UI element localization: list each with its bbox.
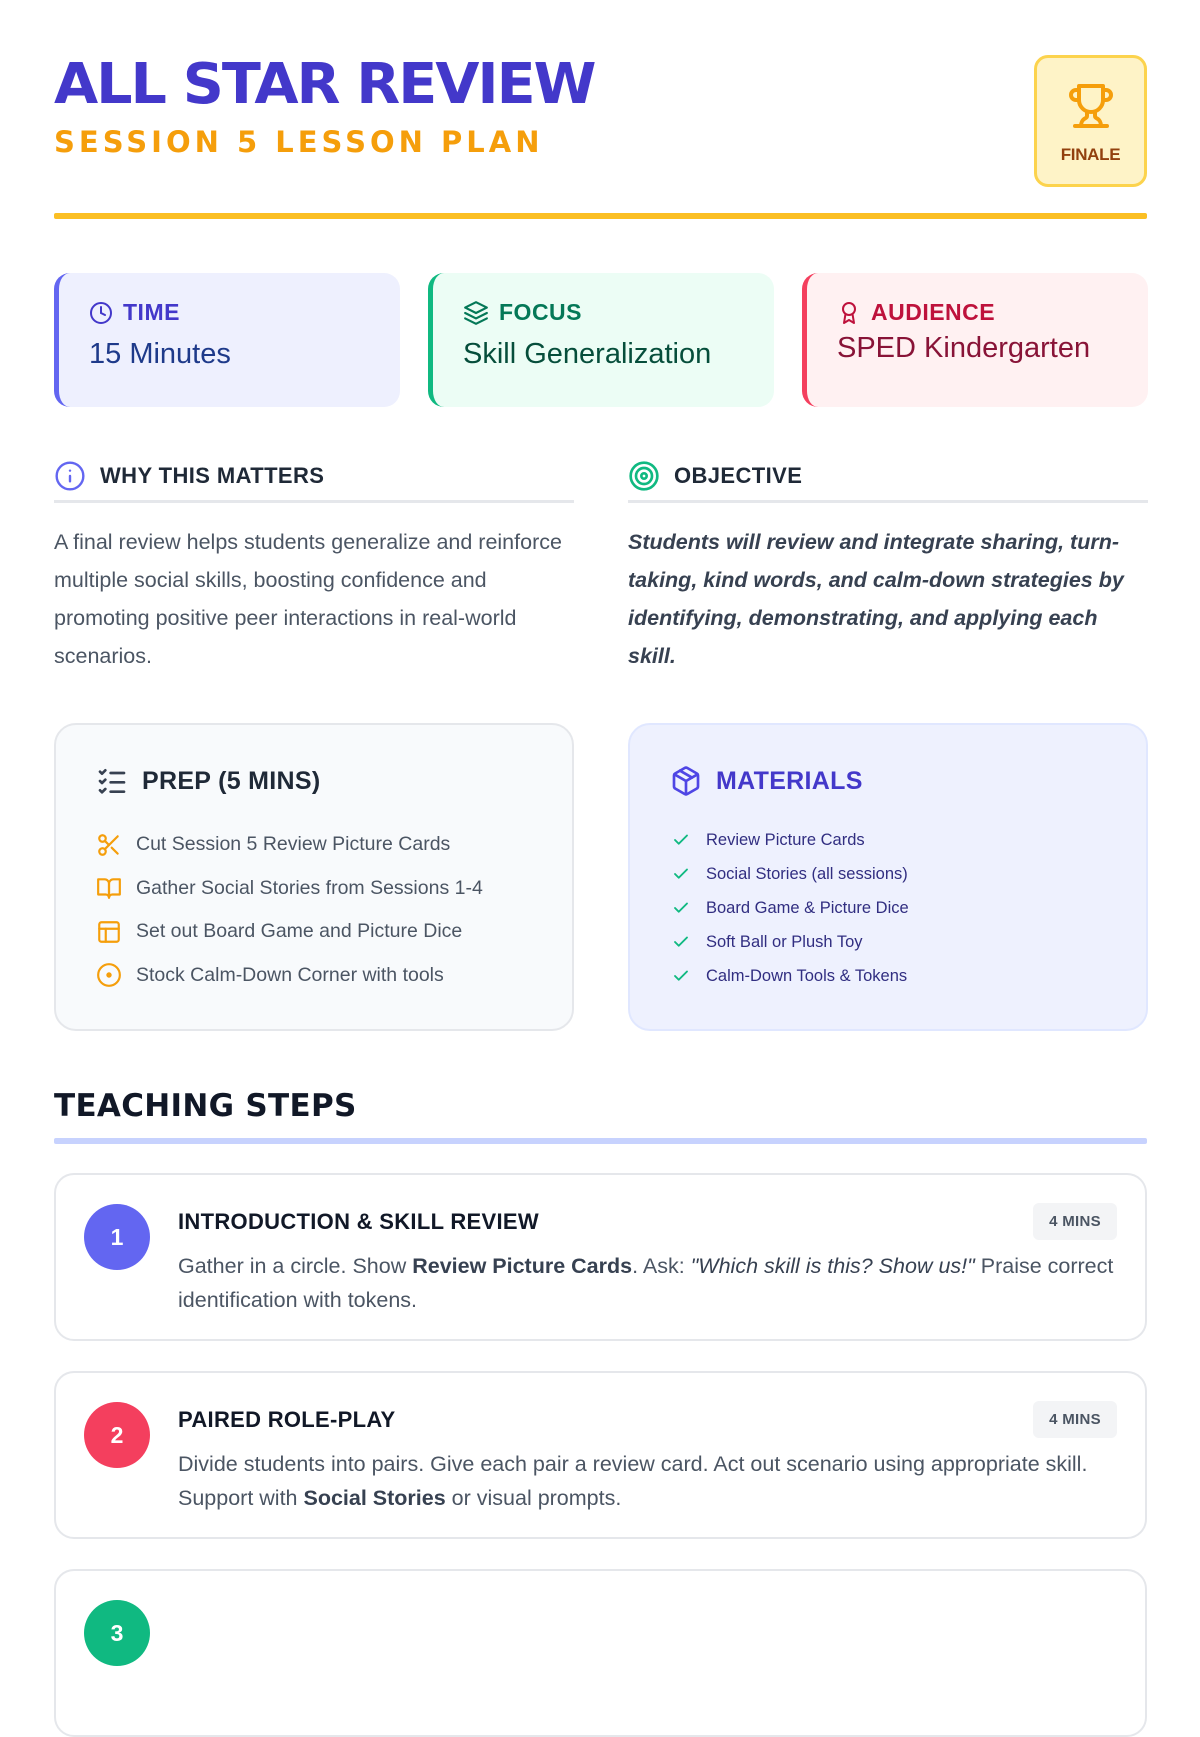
step-title: PAIRED ROLE-PLAY: [178, 1407, 396, 1432]
teaching-steps-heading: TEACHING STEPS: [54, 1088, 357, 1124]
materials-heading: [670, 765, 1146, 797]
time-label: TIME: [123, 299, 180, 325]
materials-item-label: Soft Ball or Plush Toy: [706, 932, 863, 951]
audience-value: SPED Kindergarten: [837, 332, 1091, 364]
prep-item: [96, 910, 572, 954]
objective-heading: [628, 460, 1148, 503]
header: [54, 52, 1147, 190]
focus-card: [428, 273, 774, 407]
materials-item-label: Calm-Down Tools & Tokens: [706, 966, 908, 985]
audience-card-header: [837, 299, 1148, 326]
check-icon: [672, 831, 690, 849]
why-text: A final review helps students generalize and reinforce multiple social skills, boosting confidence and promoting positive peer interactions in real-world scenarios.: [54, 530, 562, 668]
step-text-emphasis: Review Picture Cards: [412, 1254, 633, 1278]
prep-item: [96, 823, 572, 867]
time-value: 15 Minutes: [89, 338, 231, 370]
step-text: Gather in a circle. Show: [178, 1254, 413, 1278]
clock-icon: [89, 301, 113, 325]
step-duration-badge: 4 MINS: [1033, 1203, 1117, 1240]
materials-item-label: Social Stories (all sessions): [706, 864, 908, 883]
check-icon: [672, 865, 690, 883]
trophy-icon: [1067, 82, 1115, 130]
check-icon: [672, 899, 690, 917]
step-number: 3: [84, 1600, 150, 1666]
check-icon: [672, 933, 690, 951]
target-icon: [628, 460, 660, 492]
materials-item: [670, 823, 1146, 857]
materials-item: [670, 857, 1146, 891]
prep-item: [96, 867, 572, 911]
materials-heading-label: MATERIALS: [716, 766, 863, 795]
materials-list: [670, 823, 1146, 993]
step-text-emphasis: Social Stories: [303, 1486, 446, 1510]
header-divider: [54, 213, 1147, 219]
prep-box: [54, 723, 574, 1031]
materials-item: [670, 891, 1146, 925]
step-description: [178, 1249, 1128, 1317]
time-card-header: [89, 299, 400, 326]
info-cards: [54, 273, 1147, 407]
objective-section: [628, 460, 1148, 675]
prep-item-label: Gather Social Stories from Sessions 1-4: [136, 876, 483, 899]
focus-label: FOCUS: [499, 299, 582, 325]
step-text-quote: "Which skill is this? Show us!": [690, 1254, 975, 1278]
prep-list: [96, 823, 572, 997]
audience-card: [802, 273, 1148, 407]
circle-dot-icon: [96, 962, 122, 988]
objective-heading-label: OBJECTIVE: [674, 463, 803, 488]
objective-text: Students will review and integrate sharing, turn-taking, kind words, and calm-down strategies by identifying, demonstrating, and applying each skill.: [628, 530, 1124, 668]
finale-badge: [1034, 55, 1147, 187]
step-title: INTRODUCTION & SKILL REVIEW: [178, 1209, 539, 1234]
focus-value: Skill Generalization: [463, 338, 712, 370]
page-title: ALL STAR REVIEW: [54, 52, 595, 117]
prep-item-label: Stock Calm-Down Corner with tools: [136, 963, 444, 986]
step-card: [54, 1173, 1147, 1341]
teaching-steps-divider: [54, 1138, 1147, 1144]
info-icon: [54, 460, 86, 492]
materials-item: [670, 925, 1146, 959]
materials-item-label: Review Picture Cards: [706, 830, 865, 849]
materials-box: [628, 723, 1148, 1031]
prep-item: [96, 954, 572, 998]
materials-item: [670, 959, 1146, 993]
time-card: [54, 273, 400, 407]
layers-icon: [463, 300, 489, 326]
why-heading-label: WHY THIS MATTERS: [100, 463, 325, 488]
focus-card-header: [463, 299, 774, 326]
step-text: . Ask:: [632, 1254, 691, 1278]
package-icon: [670, 765, 702, 797]
award-icon: [837, 300, 861, 326]
badge-label: FINALE: [1060, 145, 1121, 164]
step-description: [178, 1447, 1128, 1515]
step-text: Praise correct identification with tokens.: [178, 1254, 1114, 1312]
step-duration-badge: 4 MINS: [1033, 1401, 1117, 1438]
why-section: [54, 460, 574, 675]
why-heading: [54, 460, 574, 503]
prep-item-label: Cut Session 5 Review Picture Cards: [136, 833, 451, 856]
page-subtitle: SESSION 5 LESSON PLAN: [54, 125, 544, 159]
book-icon: [96, 875, 122, 901]
scissors-icon: [96, 832, 122, 858]
checklist-icon: [96, 765, 128, 797]
step-number: 1: [84, 1204, 150, 1270]
prep-heading-label: PREP (5 MINS): [142, 766, 321, 795]
step-number: 2: [84, 1402, 150, 1468]
layout-icon: [96, 919, 122, 945]
step-text: Divide students into pairs. Give each pair a review card. Act out scenario using appropriate skill. Support with: [178, 1452, 1088, 1510]
prep-item-label: Set out Board Game and Picture Dice: [136, 920, 463, 943]
check-icon: [672, 967, 690, 985]
prep-heading: [96, 765, 572, 797]
materials-item-label: Board Game & Picture Dice: [706, 898, 909, 917]
audience-label: AUDIENCE: [871, 299, 996, 325]
step-card: [54, 1371, 1147, 1539]
step-card: [54, 1569, 1147, 1737]
step-text: or visual prompts.: [445, 1486, 622, 1510]
